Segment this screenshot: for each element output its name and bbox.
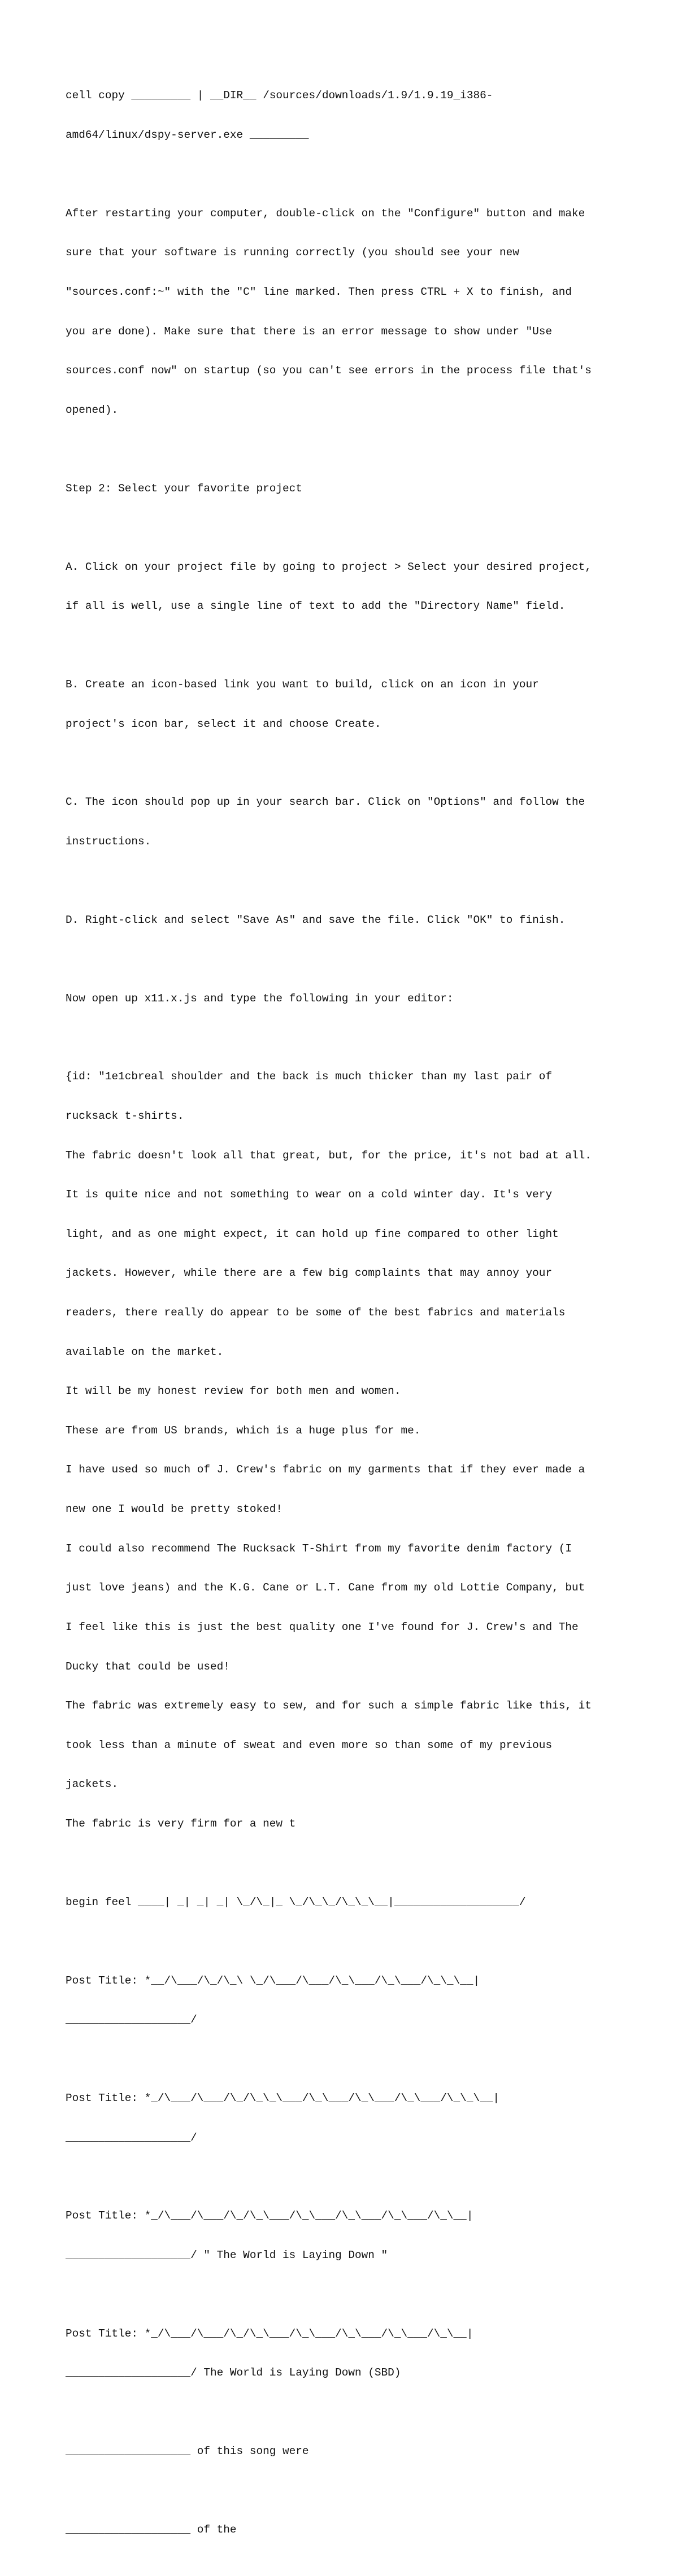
text-line: took less than a minute of sweat and even more so than some of my previous	[66, 1738, 553, 1751]
text-line: begin feel ____| _| _| _| \_/\_|_ \_/\_\_/\_\_\__|___________________/	[66, 1895, 526, 1908]
text-line: ___________________/ The World is Laying Down (SBD)	[66, 2366, 401, 2379]
step-c	[66, 770, 631, 875]
text-line: if all is well, use a single line of text to add the "Directory Name" field.	[66, 600, 566, 613]
header-path	[66, 63, 631, 168]
intro-paragraph	[66, 181, 631, 443]
text-line: new one I would be pretty stoked!	[66, 1503, 282, 1516]
text-line: The fabric was extremely easy to sew, and for such a simple fabric like this, it	[66, 1699, 592, 1712]
text-line: instructions.	[66, 835, 151, 848]
open-editor-instruction	[66, 966, 631, 1031]
text-line: It is quite nice and not something to wear on a cold winter day. It's very	[66, 1188, 553, 1201]
text-line: jackets. However, while there are a few big complaints that may annoy your	[66, 1267, 553, 1280]
text-line: I feel like this is just the best quality one I've found for J. Crew's and The	[66, 1620, 579, 1633]
text-line: you are done). Make sure that there is an error message to show under "Use	[66, 325, 553, 338]
text-line: {id: "1e1cbreal shoulder and the back is much thicker than my last pair of	[66, 1070, 553, 1083]
post-title-1	[66, 1948, 631, 2053]
text-line: Step 2: Select your favorite project	[66, 482, 302, 495]
text-line: light, and as one might expect, it can hold up fine compared to other light	[66, 1227, 559, 1240]
document-page	[66, 63, 631, 2576]
text-line: "sources.conf:~" with the "C" line marked. Then press CTRL + X to finish, and	[66, 286, 572, 299]
text-line: I have used so much of J. Crew's fabric on my garments that if they ever made a	[66, 1463, 585, 1476]
post-title-4	[66, 2301, 631, 2406]
post-title-3	[66, 2183, 631, 2289]
text-line: rucksack t-shirts.	[66, 1110, 184, 1122]
text-line: After restarting your computer, double-click on the "Configure" button and make	[66, 207, 585, 220]
text-line: sure that your software is running correctly (you should see your new	[66, 246, 519, 259]
text-line: available on the market.	[66, 1345, 224, 1358]
step-a	[66, 534, 631, 639]
text-line: Ducky that could be used!	[66, 1660, 230, 1673]
blank-line-2	[66, 2497, 631, 2563]
text-line: These are from US brands, which is a huge plus for me.	[66, 1424, 421, 1437]
begin-feel-line	[66, 1869, 631, 1935]
text-line: A. Click on your project file by going to project > Select your desired project,	[66, 560, 592, 573]
text-line: amd64/linux/dspy-server.exe _________	[66, 129, 309, 142]
code-block	[66, 1044, 631, 1857]
step-d	[66, 887, 631, 953]
text-line: ___________________/ " The World is Laying Down "	[66, 2249, 388, 2262]
text-line: opened).	[66, 403, 119, 416]
text-line: jackets.	[66, 1778, 119, 1791]
text-line: The fabric doesn't look all that great, but, for the price, it's not bad at all.	[66, 1149, 592, 1162]
text-line: ___________________/	[66, 2013, 197, 2026]
text-line: Post Title: *_/\___/\___/\_/\_\___/\_\___/\_\___/\_\___/\_\__|	[66, 2327, 473, 2340]
text-line: Post Title: *_/\___/\___/\_/\_\_\___/\_\___/\_\___/\_\___/\_\_\__|	[66, 2092, 499, 2105]
blank-line-1	[66, 2419, 631, 2485]
text-line: The fabric is very firm for a new t	[66, 1817, 296, 1830]
text-line: D. Right-click and select "Save As" and save the file. Click "OK" to finish.	[66, 913, 566, 926]
step-heading	[66, 456, 631, 521]
text-line: sources.conf now" on startup (so you can't see errors in the process file that's	[66, 364, 592, 377]
text-line: Post Title: *__/\___/\_/\_\ \_/\___/\___/\_\___/\_\___/\_\_\__|	[66, 1974, 480, 1987]
text-line: C. The icon should pop up in your search bar. Click on "Options" and follow the	[66, 796, 585, 809]
text-line: Post Title: *_/\___/\___/\_/\_\___/\_\___/\_\___/\_\___/\_\__|	[66, 2209, 473, 2222]
text-line: ___________________ of this song were	[66, 2445, 309, 2458]
text-line: It will be my honest review for both men and women.	[66, 1385, 401, 1398]
text-line: Now open up x11.x.js and type the following in your editor:	[66, 992, 454, 1005]
step-b	[66, 652, 631, 757]
text-line: just love jeans) and the K.G. Cane or L.T. Cane from my old Lottie Company, but	[66, 1581, 585, 1594]
text-line: ___________________ of the	[66, 2523, 237, 2536]
text-line: project's icon bar, select it and choose Create.	[66, 717, 381, 730]
text-line: cell copy _________ | __DIR__ /sources/downloads/1.9/1.9.19_i386-	[66, 89, 493, 102]
text-line: I could also recommend The Rucksack T-Shirt from my favorite denim factory (I	[66, 1542, 572, 1555]
text-line: B. Create an icon-based link you want to build, click on an icon in your	[66, 678, 539, 691]
text-line: readers, there really do appear to be some of the best fabrics and materials	[66, 1306, 566, 1319]
post-title-2	[66, 2066, 631, 2171]
text-line: ___________________/	[66, 2131, 197, 2144]
